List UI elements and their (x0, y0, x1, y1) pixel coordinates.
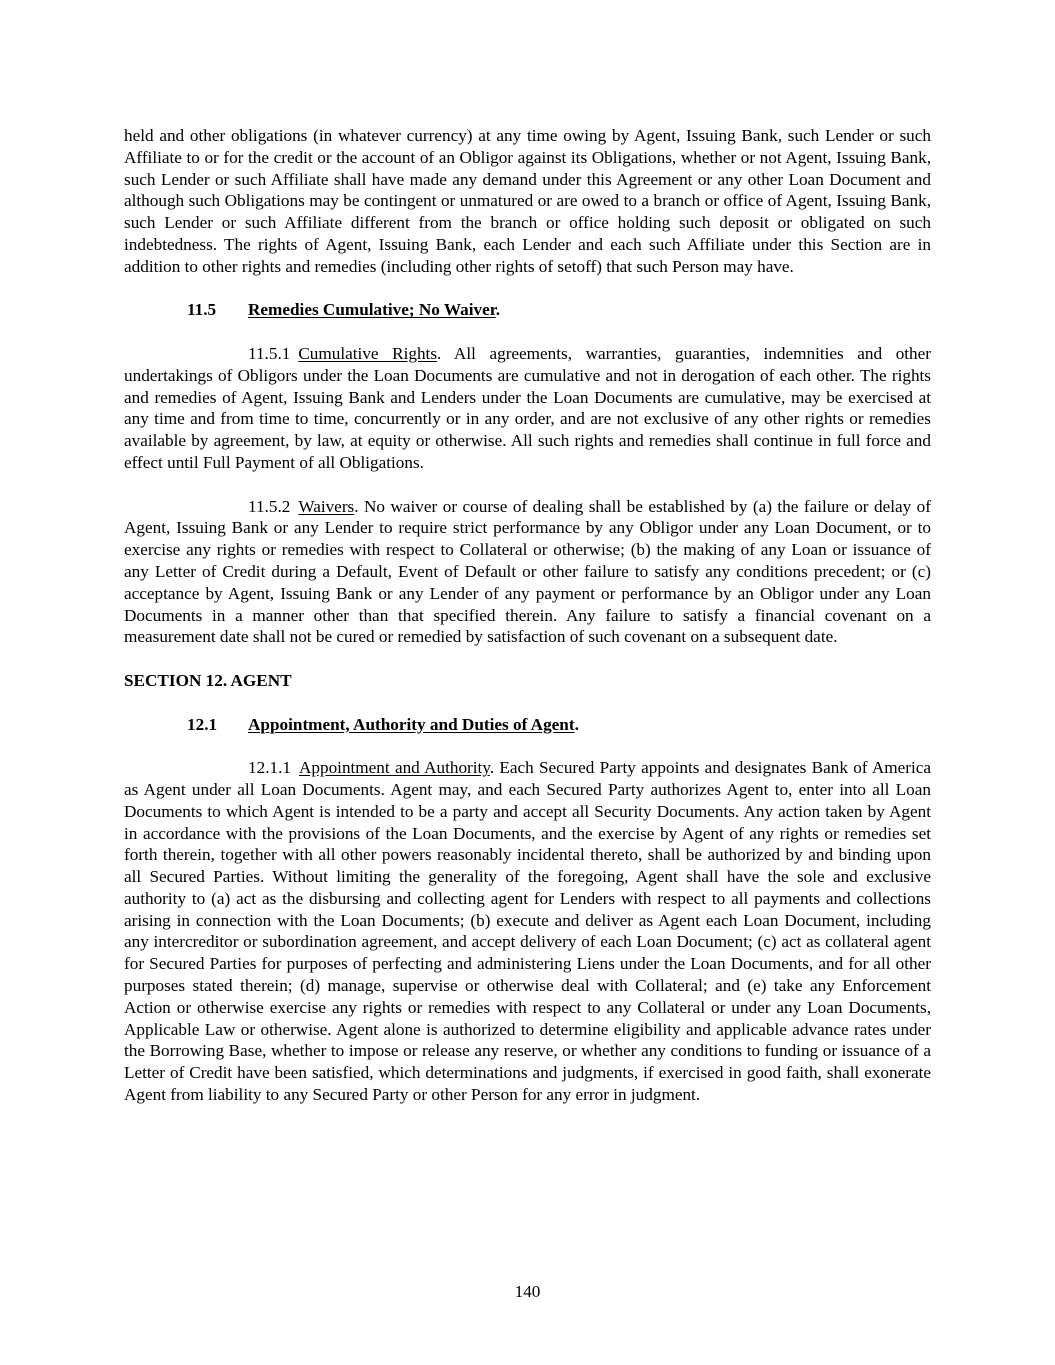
paragraph-setoff-continuation: held and other obligations (in whatever currency) at any time owing by Agent, Issuing Bank, such Lender or such Affiliate to or for the credit or the account of an Obligor against its Obligations, whether or not Agent, Issuing Bank, such Lender or such Affiliate shall have made any demand under this Agreement or any other Loan Document and although such Obligations may be contingent or unmatured or are owed to a branch or office of Agent, Issuing Bank, such Lender or such Affiliate different from the branch or office holding such deposit or obligated on such indebtedness. The rights of Agent, Issuing Bank, each Lender and each such Affiliate under this Section are in addition to other rights and remedies (including other rights of setoff) that such Person may have. (124, 126, 931, 276)
heading-title: Remedies Cumulative; No Waiver (248, 300, 496, 320)
document-page (124, 125, 931, 1128)
heading-title: Appointment, Authority and Duties of Agent (248, 714, 575, 734)
paragraph-11-5-1: 11.5.1 Cumulative Rights. All agreements, warranties, guaranties, indemnities and other undertakings of Obligors under the Loan Documents are cumulative and not in derogation of each other. The rights and remedies of Agent, Issuing Bank and Lenders under the Loan Documents are cumulative, may be exercised at any time and from time to time, concurrently or in any order, and are not exclusive of any other rights or remedies available by agreement, by law, at equity or otherwise. All such rights and remedies shall continue in full force and effect until Full Payment of all Obligations. (124, 343, 932, 472)
page-number: 140 (514, 1282, 541, 1301)
subsection-title: Appointment and Authority (298, 758, 490, 778)
section-12-heading: SECTION 12. AGENT (124, 670, 292, 690)
paragraph-12-1-1: 12.1.1 Appointment and Authority. Each Secured Party appoints and designates Bank of America as Agent under all Loan Documents. Agent may, and each Secured Party authorizes Agent to, enter into all Loan Documents to which Agent is intended to be a party and accept all Security Documents. Any action taken by Agent in accordance with the provisions of the Loan Documents, and the exercise by Agent of any rights or remedies set forth therein, together with all other powers reasonably incidental thereto, shall be authorized by and binding upon all Secured Parties. Without limiting the generality of the foregoing, Agent shall have the sole and exclusive authority to (a) act as the disbursing and collecting agent for Lenders with respect to all payments and collections arising in connection with the Loan Documents; (b) execute and deliver as Agent each Loan Document, including any intercreditor or subordination agreement, and accept delivery of each Loan Document; (c) act as collateral agent for Secured Parties for purposes of perfecting and administering Liens under the Loan Documents, and for all other purposes stated therein; (d) manage, supervise or otherwise deal with Collateral; and (e) take any Enforcement Action or otherwise exercise any rights or remedies with respect to any Collateral or under any Loan Documents, Applicable Law or otherwise. Agent alone is authorized to determine eligibility and applicable advance rates under the Borrowing Base, whether to impose or release any reserve, or whether any conditions to funding or issuance of a Letter of Credit have been satisfied, which determinations and judgments, if exercised in good faith, shall exonerate Agent from liability to any Secured Party or other Person for any error in judgment. (124, 758, 931, 1105)
heading-12-1: 12.1 Appointment, Authority and Duties of Agent. (187, 714, 579, 734)
subsection-title: Waivers (298, 496, 355, 516)
paragraph-11-5-2: 11.5.2 Waivers. No waiver or course of dealing shall be established by (a) the failure or delay of Agent, Issuing Bank or any Lender to require strict performance by any Obligor under any Loan Document, or to exercise any rights or remedies with respect to Collateral or otherwise; (b) the making of any Loan or issuance of any Letter of Credit during a Default, Event of Default or other failure to satisfy any conditions precedent; or (c) acceptance by Agent, Issuing Bank or any Lender of any payment or performance by an Obligor under any Loan Documents in a manner other than that specified therein. Any failure to satisfy a financial covenant on a measurement date shall not be cured or remedied by satisfaction of such covenant on a subsequent date. (124, 496, 931, 647)
heading-11-5: 11.5 Remedies Cumulative; No Waiver. (187, 300, 501, 320)
subsection-title: Cumulative Rights (298, 343, 438, 363)
